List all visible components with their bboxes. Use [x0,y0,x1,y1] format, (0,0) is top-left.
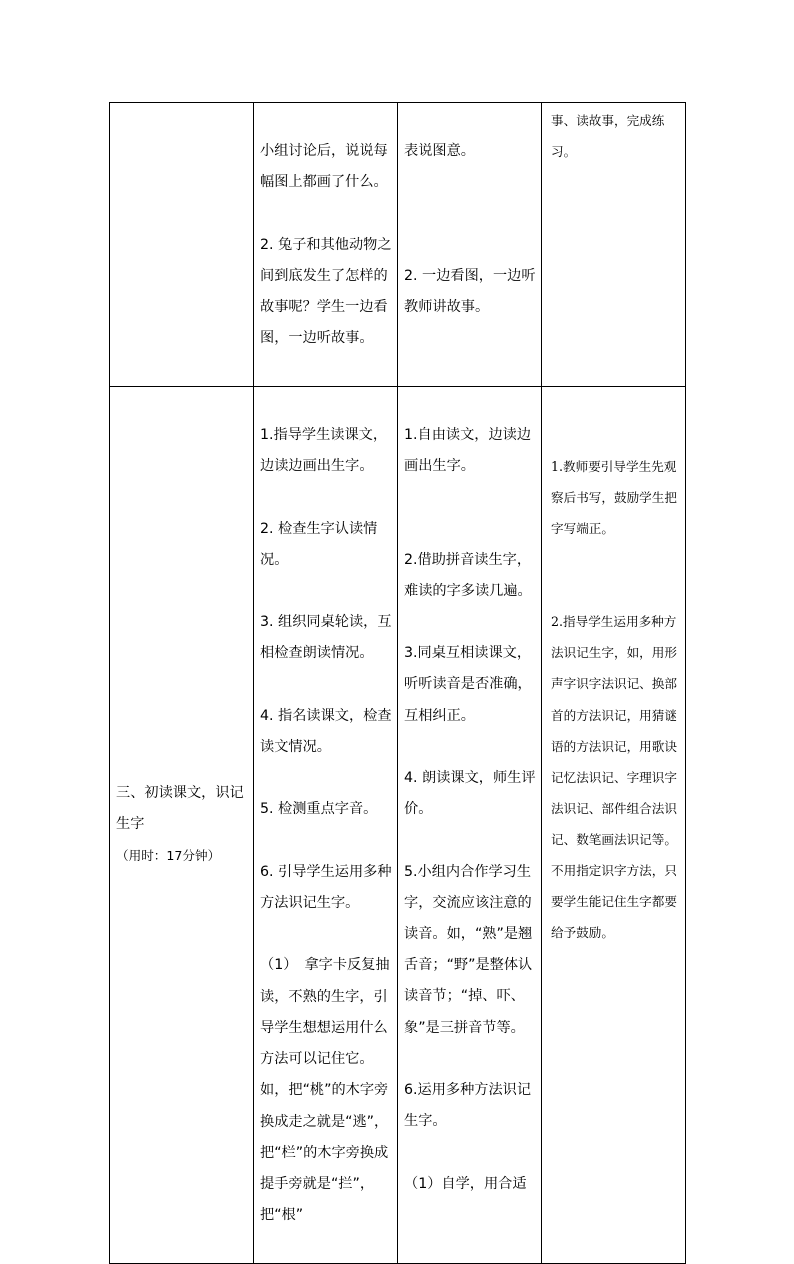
student-activity-cell [398,386,542,1263]
student-item: 2.借助拼音读生字，难读的字多读几遍。 [404,551,532,599]
lesson-plan-table [109,102,686,1264]
student-activity-cell [398,103,542,387]
teacher-item: 2. 兔子和其他动物之间到底发生了怎样的故事呢？学生一边看图，一边听故事。 [260,236,392,347]
teacher-activity-cell [254,103,398,387]
design-notes-cell [542,386,686,1263]
phase-title: 三、初读课文，识记生字 [116,784,244,832]
student-item: 6.运用多种方法识记生字。 [404,1082,532,1130]
student-item: （1）自学，用合适 [404,1175,527,1192]
teacher-item: 5. 检测重点字音。 [260,801,378,818]
design-notes-cell [542,103,686,387]
teacher-item: 3. 组织同桌轮读，互相检查朗读情况。 [260,614,392,662]
teacher-item: 4. 指名读课文，检查读文情况。 [260,707,392,756]
design-note: 事、读故事，完成练习。 [551,113,665,160]
student-item: 3.同桌互相读课文，听听读音是否准确，互相纠正。 [404,645,532,724]
teacher-item: 1.指导学生读课文，边读边画出生字。 [260,427,388,475]
student-item: 5.小组内合作学习生字，交流应该注意的读音。如，“熟”是翘舌音；“野”是整体认读音节；“掉、吓、象”是三拼音节等。 [404,863,533,1036]
teacher-item: 6. 引导学生运用多种方法识记生字。 [260,863,392,912]
phase-label [110,778,253,872]
phase-time: （用时：17分钟） [116,847,221,863]
student-item: 4. 朗读课文，师生评价。 [404,770,536,818]
teacher-item: 2. 检查生字认读情况。 [260,520,378,568]
table-row [110,386,686,1263]
student-item: 表说图意。 [404,143,475,160]
design-note: 1.教师要引导学生先观察后书写，鼓励学生把字写端正。 [551,458,677,537]
teacher-item: （1） 拿字卡反复抽读，不熟的生字，引导学生想想运用什么方法可以记住它。如，把“桃”的木字旁换成走之就是“逃”，把“栏”的木字旁换成提手旁就是“拦”，把“根” [260,957,390,1224]
teacher-activity-cell [254,386,398,1263]
teacher-item: 小组讨论后，说说每幅图上都画了什么。 [260,143,388,191]
phase-cell [110,103,254,387]
student-item: 1.自由读文，边读边画出生字。 [404,427,532,475]
design-note: 2.指导学生运用多种方法识记生字，如，用形声字识字法识记、换部首的方法识记，用猜谜语的方法识记，用歌诀记忆法识记、字理识字法识记、部件组合法识记、数笔画法识记等。不用指定识字方法，只要学生能记住生字都要给予鼓励。 [551,614,677,941]
table-row [110,103,686,387]
phase-cell [110,386,254,1263]
student-item: 2. 一边看图，一边听教师讲故事。 [404,267,536,315]
